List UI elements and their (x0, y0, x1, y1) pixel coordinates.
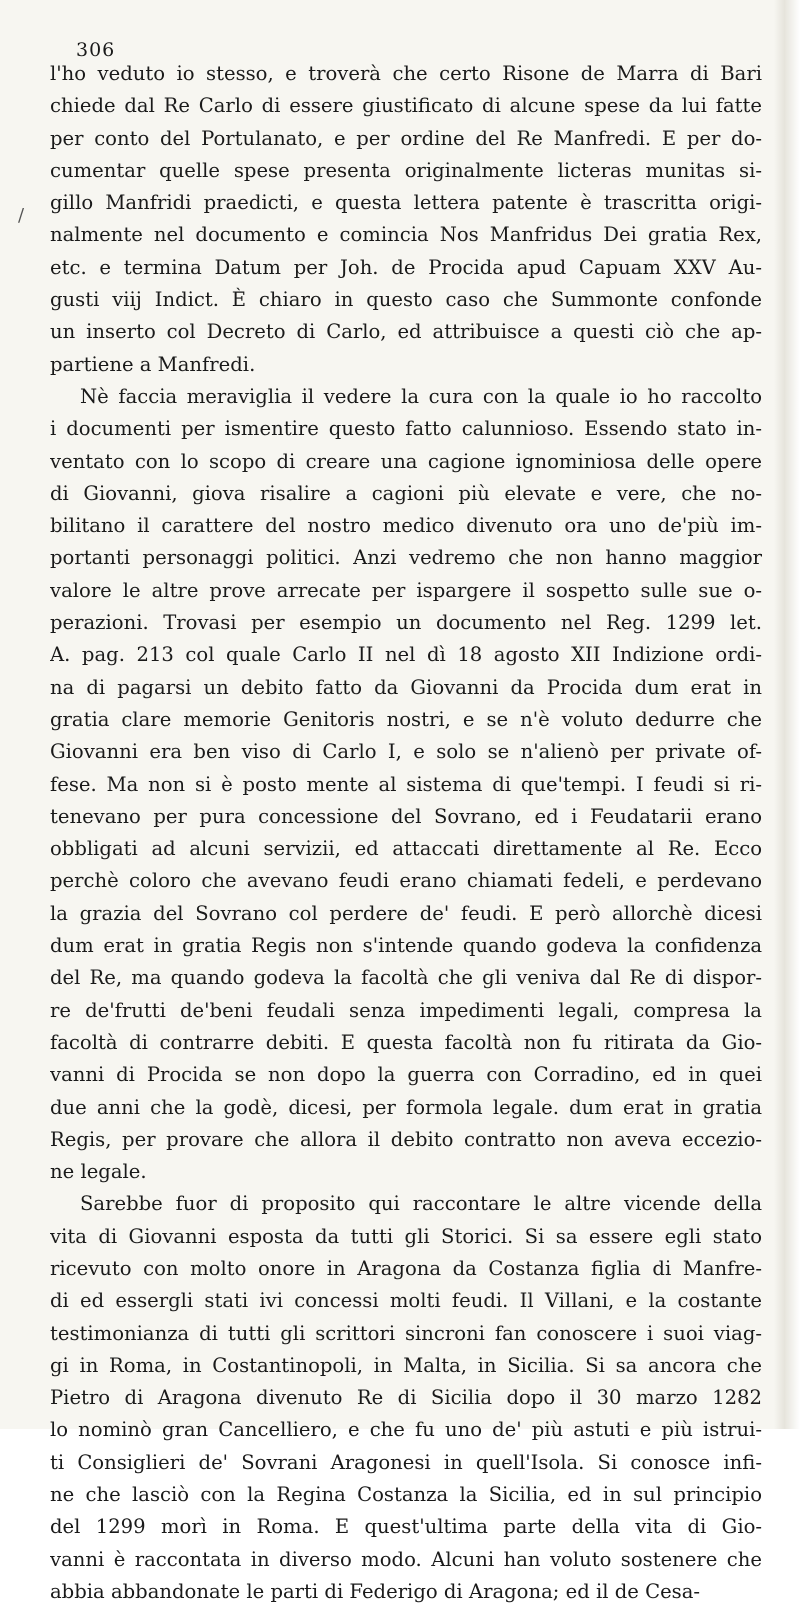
page-number: 306 (76, 39, 116, 61)
text-line: bilitano il carattere del nostro medico divenuto ora uno de'più im- (50, 514, 762, 538)
text-line: Regis, per provare che allora il debito contratto non aveva eccezio- (50, 1127, 762, 1151)
text-line: Giovanni era ben viso di Carlo I, e solo se n'alienò per private of- (50, 740, 762, 764)
text-line: vanni di Procida se non dopo la guerra con Corradino, ed in quei (50, 1063, 762, 1087)
text-line: na di pagarsi un debito fatto da Giovanni da Procida dum erat in (50, 675, 762, 699)
text-line: A. pag. 213 col quale Carlo II nel dì 18 agosto XII Indizione ordi- (50, 643, 762, 667)
text-line: vanni è raccontata in diverso modo. Alcuni han voluto sostenere che (50, 1547, 762, 1571)
text-line: per conto del Portulanato, e per ordine del Re Manfredi. E per do- (50, 126, 762, 150)
text-line: del Re, ma quando godeva la facoltà che gli veniva dal Re di dispor- (50, 966, 762, 990)
text-line: abbia abbandonate le parti di Federigo di Aragona; ed il de Cesa- (50, 1579, 701, 1603)
text-line: valore le altre prove arrecate per ispargere il sospetto sulle sue o- (50, 578, 762, 602)
paragraph (50, 58, 768, 381)
text-line: gillo Manfridi praedicti, e questa lettera patente è trascritta origi- (50, 191, 762, 215)
text-line: re de'frutti de'beni feudali senza impedimenti legali, compresa la (50, 998, 762, 1022)
text-line: etc. e termina Datum per Joh. de Procida apud Capuam XXV Au- (50, 255, 762, 279)
text-line: i documenti per ismentire questo fatto calunnioso. Essendo stato in- (50, 417, 762, 441)
margin-mark: / (18, 205, 25, 226)
text-line: portanti personaggi politici. Anzi vedremo che non hanno maggior (50, 546, 762, 570)
paragraph (50, 1188, 768, 1608)
text-line: Sarebbe fuor di proposito qui raccontare le altre vicende della (80, 1192, 762, 1216)
text-line: ne legale. (50, 1160, 147, 1184)
text-line: la grazia del Sovrano col perdere de' feudi. E però allorchè dicesi (50, 901, 762, 925)
text-line: ne che lasciò con la Regina Costanza la Sicilia, ed in sul principio (50, 1483, 762, 1507)
text-line: cumentar quelle spese presenta originalmente licteras munitas si- (50, 158, 762, 182)
text-line: gi in Roma, in Costantinopoli, in Malta, in Sicilia. Si sa ancora che (50, 1353, 762, 1377)
text-line: facoltà di contrarre debiti. E questa facoltà non fu ritirata da Gio- (50, 1030, 762, 1054)
page-edge-shadow (774, 0, 800, 1429)
text-line: Pietro di Aragona divenuto Re di Sicilia dopo il 30 marzo 1282 (50, 1386, 762, 1410)
text-line: perazioni. Trovasi per esempio un documento nel Reg. 1299 let. (50, 611, 762, 635)
paragraph (50, 381, 768, 1188)
text-line: un inserto col Decreto di Carlo, ed attribuisce a questi ciò che ap- (50, 320, 762, 344)
text-line: gusti viij Indict. È chiaro in questo caso che Summonte confonde (50, 288, 762, 312)
text-line: dum erat in gratia Regis non s'intende quando godeva la confidenza (50, 934, 762, 958)
text-line: perchè coloro che avevano feudi erano chiamati fedeli, e perdevano (50, 869, 762, 893)
text-line: del 1299 morì in Roma. E quest'ultima parte della vita di Gio- (50, 1515, 762, 1539)
text-line: ti Consiglieri de' Sovrani Aragonesi in quell'Isola. Si conosce infi- (50, 1450, 762, 1474)
text-line: ventato con lo scopo di creare una cagione ignominiosa delle opere (50, 449, 762, 473)
text-line: testimonianza di tutti gli scrittori sincroni fan conoscere i suoi viag- (50, 1321, 762, 1345)
text-line: Nè faccia meraviglia il vedere la cura con la quale io ho raccolto (80, 384, 762, 408)
text-line: nalmente nel documento e comincia Nos Manfridus Dei gratia Rex, (50, 223, 762, 247)
text-line: chiede dal Re Carlo di essere giustificato di alcune spese da lui fatte (50, 94, 762, 118)
text-line: ricevuto con molto onore in Aragona da Costanza figlia di Manfre- (50, 1256, 762, 1280)
text-line: di ed essergli stati ivi concessi molti feudi. Il Villani, e la costante (50, 1289, 762, 1313)
text-line: vita di Giovanni esposta da tutti gli Storici. Si sa essere egli stato (50, 1224, 762, 1248)
text-line: di Giovanni, giova risalire a cagioni più elevate e vere, che no- (50, 481, 762, 505)
text-line: partiene a Manfredi. (50, 352, 256, 376)
text-line: gratia clare memorie Genitoris nostri, e se n'è voluto dedurre che (50, 707, 762, 731)
text-line: l'ho veduto io stesso, e troverà che certo Risone de Marra di Bari (50, 62, 762, 85)
text-line: fese. Ma non si è posto mente al sistema di que'tempi. I feudi si ri- (50, 772, 762, 796)
text-line: lo nominò gran Cancelliero, e che fu uno de' più astuti e più istrui- (50, 1418, 762, 1442)
body-text (50, 58, 768, 1608)
text-line: obbligati ad alcuni servizii, ed attaccati direttamente al Re. Ecco (50, 837, 762, 861)
text-line: due anni che la godè, dicesi, per formola legale. dum erat in gratia (50, 1095, 762, 1119)
text-line: tenevano per pura concessione del Sovrano, ed i Feudatarii erano (50, 804, 762, 828)
